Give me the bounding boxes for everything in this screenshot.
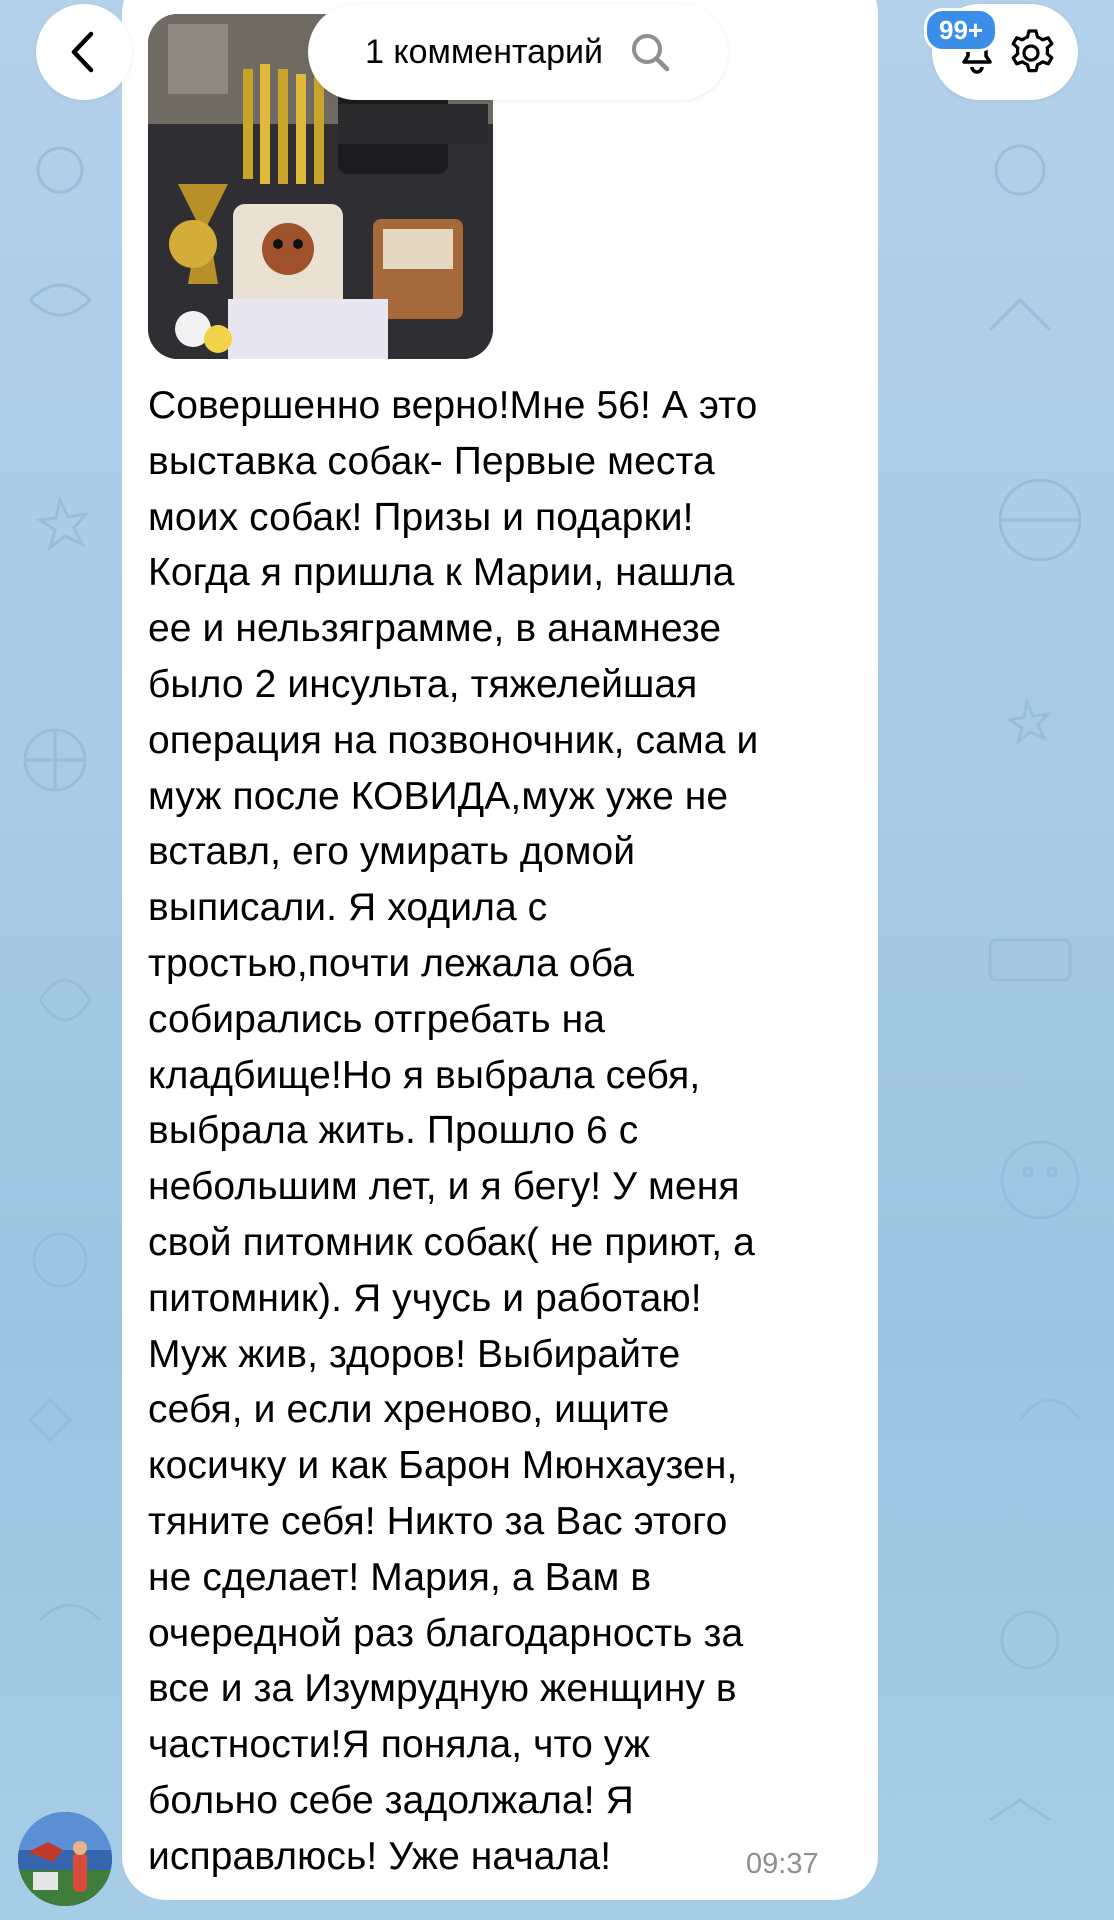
page-title: 1 комментарий (365, 32, 603, 71)
title-pill[interactable] (308, 4, 728, 100)
message-text: Совершенно верно!Мне 56! А это выставка собак- Первые места моих собак! Призы и подарки! Когда я пришла к Марии, нашла ее и нельзяграмме, в анамнезе было 2 инсульта, тяжелейшая операция на позвоночник, сама и муж после КОВИДА,муж уже не вставл, его умирать домой выписали. Я ходила с тростью,почти лежала оба собирались отгребать на кладбище!Но я выбрала себя, выбрала жить. Прошло 6 с небольшим лет, и я бегу! У меня свой питомник собак( не приют, а питомник). Я учусь и работаю! Муж жив, здоров! Выбирайте себя, и если хреново, ищите косичку и как Барон Мюнхаузен, тяните себя! Никто за Вас этого не сделает! Мария, а Вам в очередной раз благодарность за все и за Изумрудную женщину в частности!Я поняла, что уж больно себе задолжала! Я исправлюсь! Уже начала! (148, 384, 759, 1878)
message-time: 09:37 (746, 1848, 819, 1880)
back-button[interactable] (36, 4, 132, 100)
sender-avatar[interactable] (18, 1812, 112, 1906)
gear-icon[interactable] (1004, 26, 1058, 80)
chevron-left-icon (64, 30, 104, 74)
notification-badge: 99+ (924, 8, 998, 52)
search-icon[interactable] (629, 31, 671, 73)
avatar-image (18, 1812, 112, 1906)
